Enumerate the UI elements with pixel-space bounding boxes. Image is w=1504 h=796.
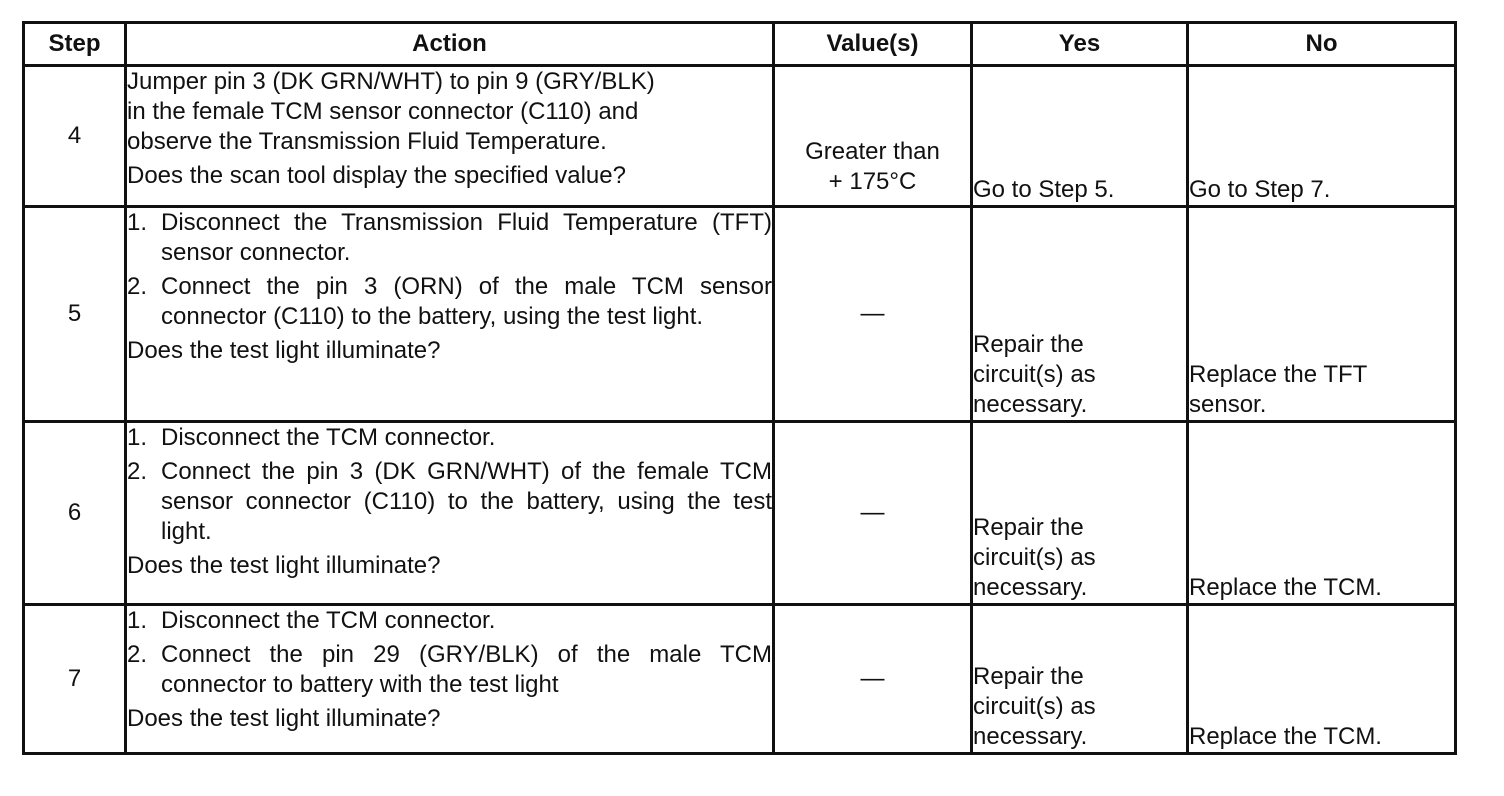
yes-line: Repair the — [973, 663, 1084, 690]
header-action: Action — [126, 23, 774, 66]
action-item — [127, 423, 772, 453]
action-item — [127, 457, 772, 547]
no-line: sensor. — [1189, 391, 1267, 418]
action-question: Does the test light illuminate? — [127, 705, 441, 732]
value-line: Greater than — [805, 138, 940, 165]
item-text: Disconnect the Transmission Fluid Temperature (TFT) sensor connector. — [161, 209, 772, 266]
header-no: No — [1188, 23, 1456, 66]
action-item — [127, 606, 772, 636]
yes-line: necessary. — [973, 391, 1088, 418]
no-cell — [1188, 605, 1456, 754]
item-text: Connect the pin 3 (ORN) of the male TCM sensor connector (C110) to the battery, using the test light. — [161, 273, 772, 330]
no-cell — [1188, 422, 1456, 605]
item-text: Connect the pin 3 (DK GRN/WHT) of the female TCM sensor connector (C110) to the battery, using the test light. — [161, 458, 772, 545]
yes-line: Go to Step 5. — [973, 176, 1115, 203]
item-number: 1. — [127, 209, 148, 236]
header-step: Step — [24, 23, 126, 66]
no-line: Replace the TCM. — [1189, 574, 1382, 601]
action-question: Does the test light illuminate? — [127, 337, 441, 364]
action-question: Does the scan tool display the specified value? — [127, 162, 626, 189]
value-cell: — — [774, 422, 972, 605]
action-cell — [126, 605, 774, 754]
item-text: Connect the pin 29 (GRY/BLK) of the male TCM connector to battery with the test light — [161, 641, 772, 698]
table-row-step-4 — [24, 66, 1456, 207]
yes-line: circuit(s) as — [973, 544, 1096, 571]
action-cell — [126, 422, 774, 605]
action-item — [127, 640, 772, 700]
step-number: 7 — [24, 605, 126, 754]
value-cell — [774, 66, 972, 207]
yes-line: circuit(s) as — [973, 693, 1096, 720]
action-question: Does the test light illuminate? — [127, 552, 441, 579]
item-text: Disconnect the TCM connector. — [161, 607, 496, 634]
no-line: Replace the TCM. — [1189, 723, 1382, 750]
table-row-step-6 — [24, 422, 1456, 605]
step-number: 4 — [24, 66, 126, 207]
item-number: 2. — [127, 641, 148, 668]
no-cell — [1188, 207, 1456, 422]
table-row-step-7 — [24, 605, 1456, 754]
yes-cell — [972, 66, 1188, 207]
item-number: 2. — [127, 458, 148, 485]
item-number: 1. — [127, 607, 148, 634]
yes-line: circuit(s) as — [973, 361, 1096, 388]
action-cell — [126, 207, 774, 422]
yes-cell — [972, 207, 1188, 422]
action-item — [127, 208, 772, 268]
header-values: Value(s) — [774, 23, 972, 66]
value-line: + 175°C — [828, 168, 917, 195]
yes-line: necessary. — [973, 723, 1088, 750]
header-yes: Yes — [972, 23, 1188, 66]
diagnostic-table — [22, 21, 1457, 755]
action-cell — [126, 66, 774, 207]
item-number: 2. — [127, 273, 148, 300]
step-number: 6 — [24, 422, 126, 605]
yes-line: Repair the — [973, 514, 1084, 541]
no-line: Go to Step 7. — [1189, 176, 1331, 203]
yes-line: necessary. — [973, 574, 1088, 601]
action-line: observe the Transmission Fluid Temperature. — [127, 128, 607, 155]
header-row — [24, 23, 1456, 66]
step-number: 5 — [24, 207, 126, 422]
no-line: Replace the TFT — [1189, 361, 1368, 388]
value-cell: — — [774, 605, 972, 754]
yes-line: Repair the — [973, 331, 1084, 358]
yes-cell — [972, 605, 1188, 754]
item-number: 1. — [127, 424, 148, 451]
value-cell: — — [774, 207, 972, 422]
action-line: Jumper pin 3 (DK GRN/WHT) to pin 9 (GRY/BLK) — [127, 68, 655, 95]
action-line: in the female TCM sensor connector (C110) and — [127, 98, 639, 125]
yes-cell — [972, 422, 1188, 605]
item-text: Disconnect the TCM connector. — [161, 424, 496, 451]
table-row-step-5 — [24, 207, 1456, 422]
no-cell — [1188, 66, 1456, 207]
action-item — [127, 272, 772, 332]
